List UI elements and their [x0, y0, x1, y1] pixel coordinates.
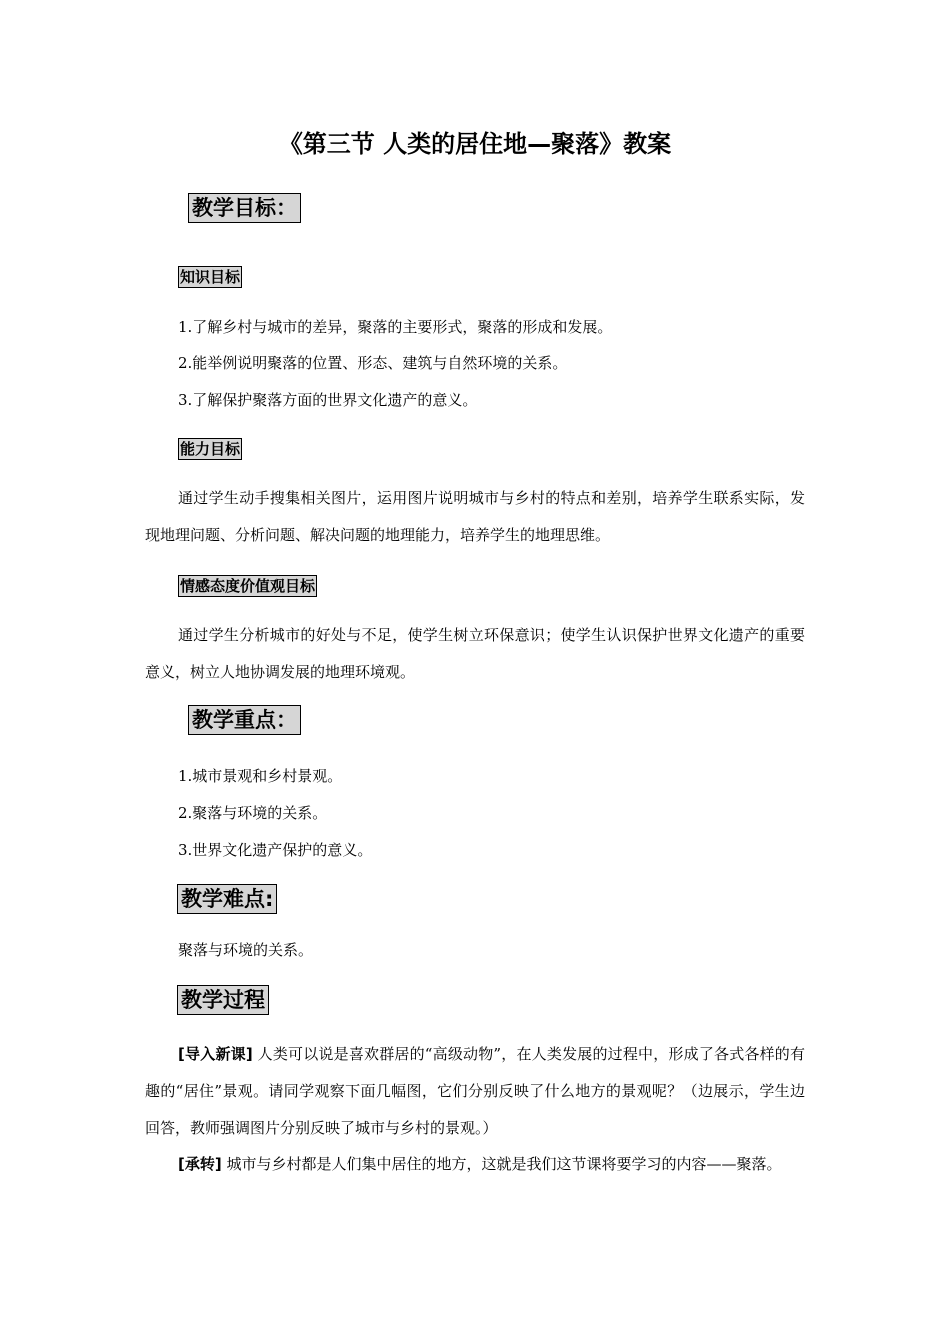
knowledge-goals-heading: 知识目标: [180, 268, 241, 286]
process-heading: 教学过程: [177, 985, 269, 1015]
intro-text: 人类可以说是喜欢群居的“高级动物”，在人类发展的过程中，形成了各式各样的有趣的“居住”景观。请同学观察下面几幅图，它们分别反映了什么地方的景观呢？（边展示，学生边回答，教师强调图片分别反映了城市与乡村的景观。）: [145, 1045, 805, 1137]
emotion-goals-text: 通过学生分析城市的好处与不足，使学生树立环保意识；使学生认识保护世界文化遗产的重要意义，树立人地协调发展的地理环境观。: [145, 626, 805, 681]
ability-goals-text: 通过学生动手搜集相关图片，运用图片说明城市与乡村的特点和差别，培养学生联系实际，发现地理问题、分析问题、解决问题的地理能力，培养学生的地理思维。: [145, 489, 805, 544]
key-point-item-1: 1.城市景观和乡村景观。: [178, 767, 343, 785]
key-point-item-3: 3.世界文化遗产保护的意义。: [178, 841, 373, 859]
transition-paragraph: [145, 1146, 805, 1183]
difficulty-text: 聚落与环境的关系。: [178, 941, 314, 959]
ability-goals-heading: 能力目标: [180, 440, 241, 458]
difficulty-heading: 教学难点:: [177, 884, 277, 914]
knowledge-item-3: 3.了解保护聚落方面的世界文化遗产的意义。: [178, 391, 478, 409]
transition-tag: [承转]: [178, 1155, 222, 1173]
key-point-item-2: 2.聚落与环境的关系。: [178, 804, 328, 822]
intro-tag: [导入新课]: [178, 1045, 253, 1063]
emotion-goals-heading: 情感态度价值观目标: [180, 577, 316, 595]
document-title: 《第三节 人类的居住地—聚落》教案: [278, 130, 672, 158]
intro-paragraph: [145, 1036, 805, 1147]
teaching-goals-heading: 教学目标：: [188, 193, 301, 223]
knowledge-item-2: 2.能举例说明聚落的位置、形态、建筑与自然环境的关系。: [178, 354, 568, 372]
key-points-heading: 教学重点：: [188, 705, 301, 735]
transition-text: 城市与乡村都是人们集中居住的地方，这就是我们这节课将要学习的内容——聚落。: [226, 1155, 782, 1173]
knowledge-item-1: 1.了解乡村与城市的差异，聚落的主要形式，聚落的形成和发展。: [178, 318, 613, 336]
